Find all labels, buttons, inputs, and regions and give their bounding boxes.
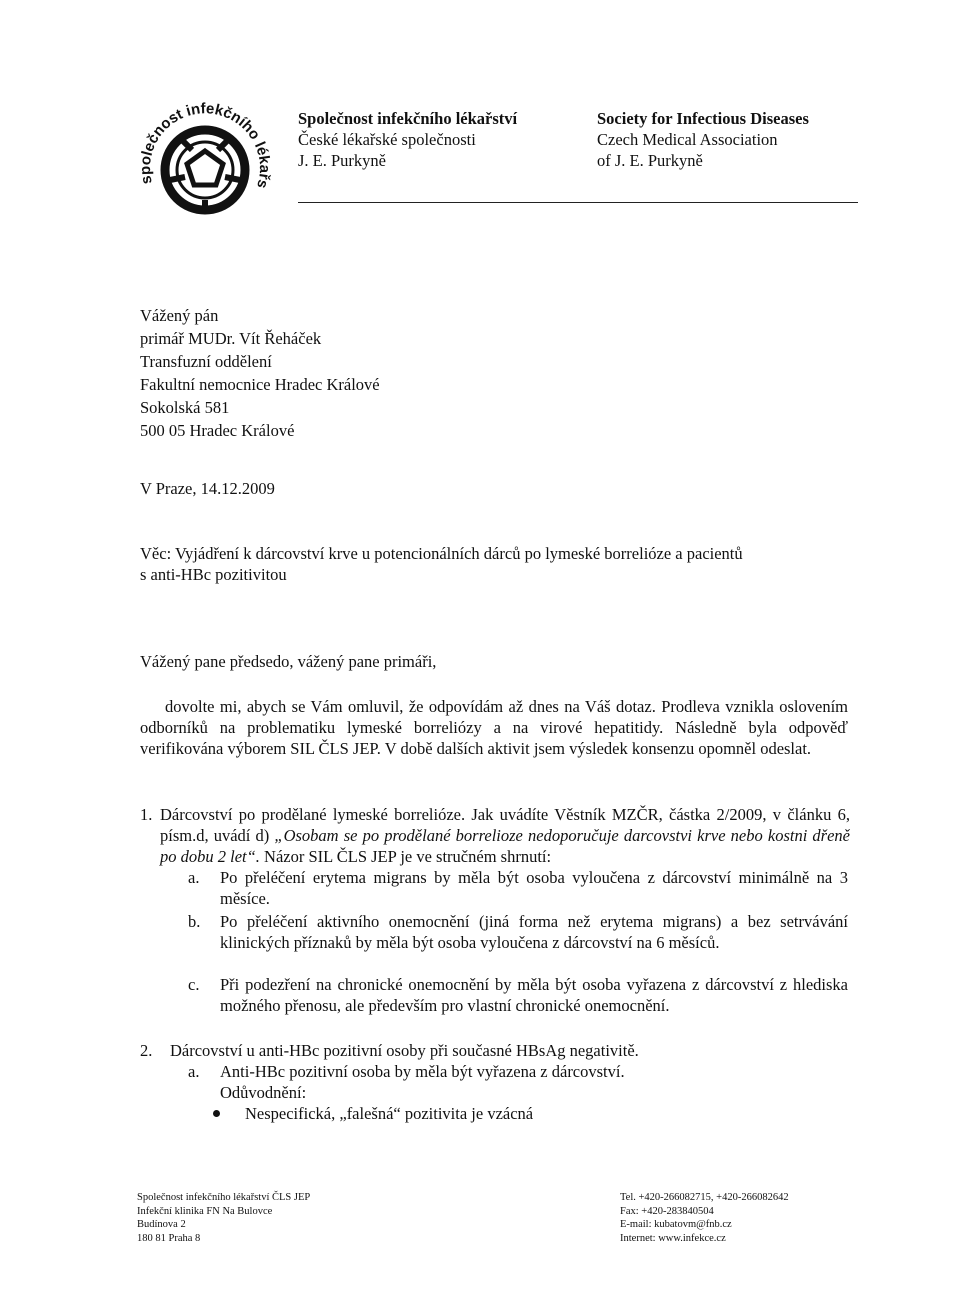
bullet-text: Nespecifická, „falešná“ pozitivita je vzácná [245,1104,534,1123]
header-english [597,108,809,171]
place-date: V Praze, 14.12.2009 [140,479,275,498]
intro-text: dovolte mi, abych se Vám omluvil, že odpovídám až dnes na Váš dotaz. Prodleva vznikla oslovením odborníků na problematiku lymeské borreliózy a na virové hepatitidy. Následně byla odpověď verifikována výborem SIL ČLS JEP. V době dalších aktivit jsem výsledek konsenzu opomněl odeslat. [140,697,848,758]
subject [140,543,860,585]
item-text: Po přeléčení erytema migrans by měla být osoba vyloučena z dárcovství minimálně na 3 měsíce. [220,868,848,908]
subject-line-2: s anti-HBc pozitivitou [140,565,287,584]
item-text: Po přeléčení aktivního onemocnění (jiná forma než erytema migrans) a bez setrvávání klinických příznaků by měla být osoba vyloučena z dárcovství na 6 měsíců. [220,912,848,952]
header-cz-line-3: J. E. Purkyně [298,151,386,170]
header-en-line-1: Society for Infectious Diseases [597,109,809,128]
footer-line: 180 81 Praha 8 [137,1232,201,1244]
section-1-text [160,804,850,867]
recipient-line: Sokolská 581 [140,398,230,417]
logo-ring-text: společnost infekčního lékařs [136,100,274,191]
header-cz-line-1: Společnost infekčního lékařství [298,109,518,128]
justification-label: Odůvodnění: [220,1083,307,1102]
bullet-icon [213,1110,220,1117]
header-en-line-3: of J. E. Purkyně [597,151,703,170]
footer-fax: Fax: +420-283840504 [620,1205,714,1217]
footer-phone: Tel. +420-266082715, +420-266082642 [620,1192,789,1203]
subject-line-1: Věc: Vyjádření k dárcovství krve u potencionálních dárců po lymeské borrelióze a pacientů [140,544,743,563]
society-logo [130,95,280,245]
header-cz-line-2: České lékařské společnosti [298,130,476,149]
footer-line: Společnost infekčního lékařství ČLS JEP [137,1192,311,1203]
recipient-line: Fakultní nemocnice Hradec Králové [140,375,380,394]
footer-website: Internet: www.infekce.cz [620,1232,726,1244]
item-letter: b. [188,912,201,931]
recipient-line: 500 05 Hradec Králové [140,421,295,440]
intro-paragraph [140,696,848,759]
section-1-quote: „Osobam se po prodělané borrelioze nedoporučuje darcovstvi krve nebo kostni dřeně po dobu 2 let“. [160,826,850,866]
footer-email: E-mail: kubatovm@fnb.cz [620,1219,732,1230]
footer-line: Infekční klinika FN Na Bulovce [137,1205,273,1217]
recipient-line: Transfuzní oddělení [140,352,272,371]
section-2-number: 2. [140,1041,153,1060]
header-en-line-2: Czech Medical Association [597,130,778,149]
item-letter: c. [188,975,200,994]
item-letter: a. [188,868,200,887]
section-1-text-b: Názor SIL ČLS JEP je ve stručném shrnutí: [259,847,552,866]
item-letter: a. [188,1062,200,1081]
footer-line: Budínova 2 [137,1219,186,1230]
section-2-text: Dárcovství u anti-HBc pozitivní osoby při současné HBsAg negativitě. [170,1041,639,1060]
header-divider [298,202,858,203]
recipient-line: Vážený pán [140,306,219,325]
footer-contact [620,1191,789,1245]
salutation: Vážený pane předsedo, vážený pane primáři, [140,652,437,671]
footer-address [137,1191,310,1245]
recipient-line: primář MUDr. Vít Řeháček [140,329,322,348]
header-czech [298,108,517,171]
section-1-number: 1. [140,805,153,824]
section-1-text-a: Dárcovství po prodělané lymeské borrelióze. Jak uvádíte Věstník MZČR, částka 2/2009, v článku 6, písm.d, uvádí d) [160,805,850,845]
recipient-address [140,305,380,443]
item-text: Při podezření na chronické onemocnění by měla být osoba vyřazena z dárcovství z hlediska možného přenosu, ale především pro vlastní chronické onemocnění. [220,975,848,1015]
item-text: Anti-HBc pozitivní osoba by měla být vyřazena z dárcovství. [220,1062,625,1081]
